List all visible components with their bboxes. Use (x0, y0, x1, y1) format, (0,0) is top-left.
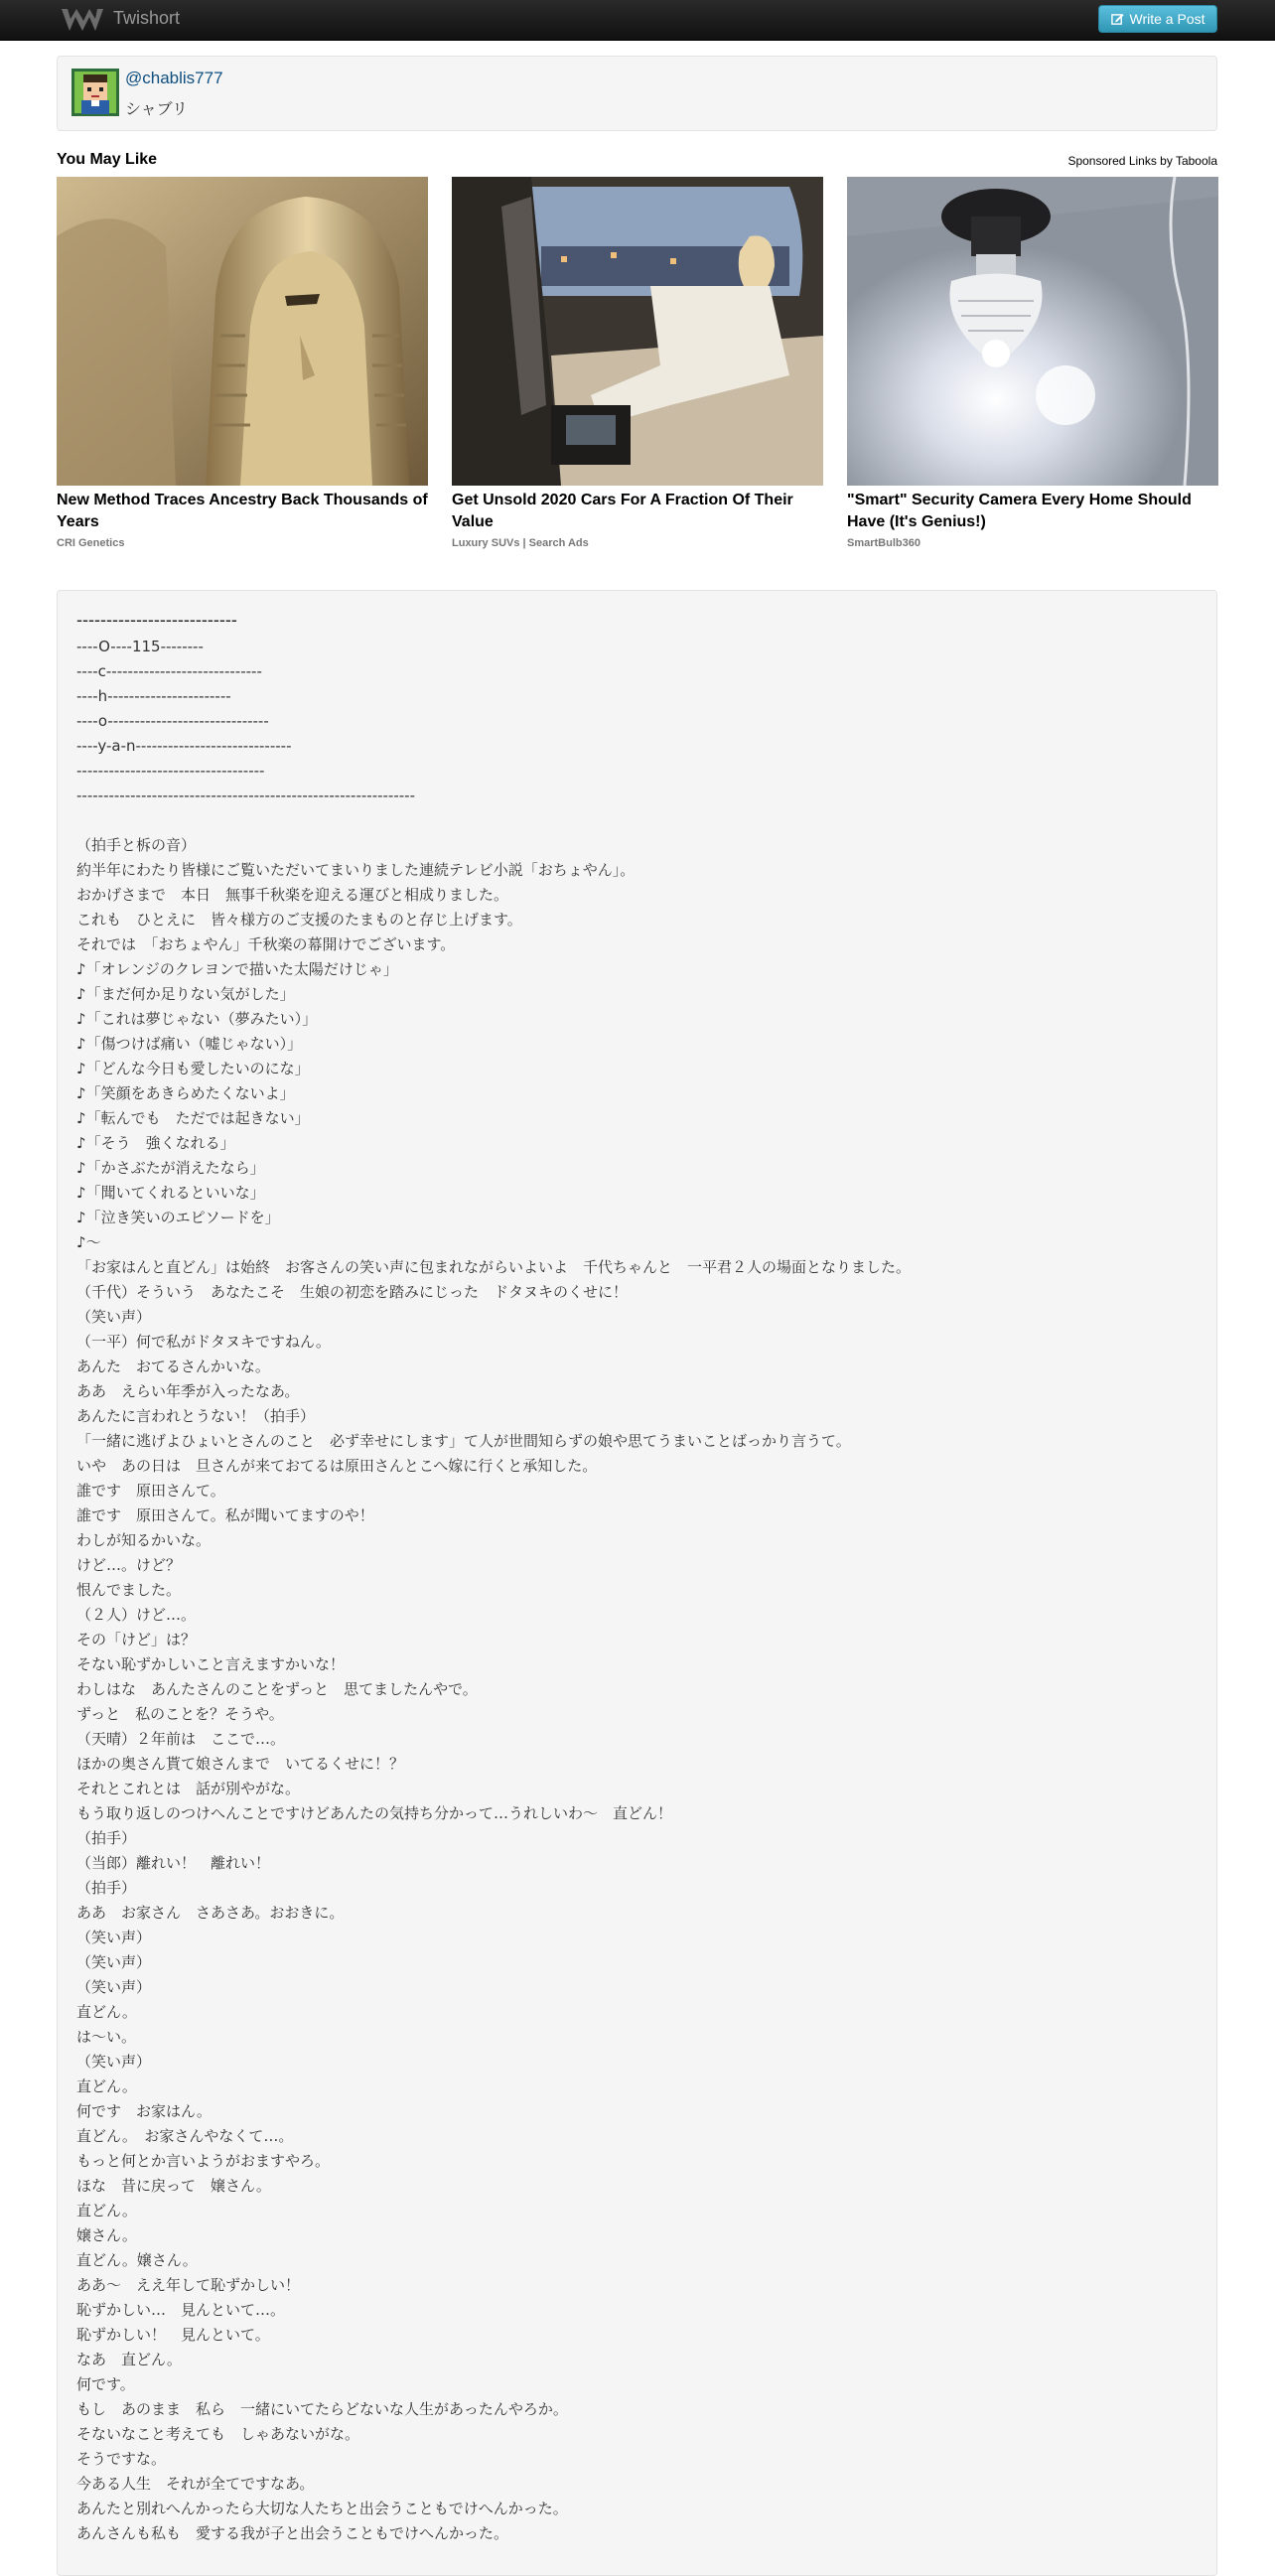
post-line: 直どん。 お家さんやなくて…。 (76, 2127, 294, 2145)
avatar[interactable] (71, 69, 119, 116)
recommendation-card-1[interactable] (57, 177, 428, 549)
post-line: 直どん。 (76, 2077, 137, 2095)
post-text (76, 635, 1198, 2546)
post-line: ♪「かさぶたが消えたなら」 (76, 1159, 265, 1177)
recommendation-source[interactable]: SmartBulb360 (847, 537, 921, 549)
post-line: いや あの日は 旦さんが来ておてるは原田さんとこへ嫁に行くと承知した。 (76, 1457, 598, 1475)
post-line: 何です。 (76, 2375, 135, 2393)
author-display-name: シャブリ (125, 99, 189, 118)
post-content (57, 590, 1217, 2576)
write-post-button[interactable] (1098, 5, 1217, 33)
post-line: 「お家はんと直どん」は始終 お客さんの笑い声に包まれながらいよいよ 千代ちゃんと 一平君２人の場面となりました。 (76, 1258, 912, 1276)
post-line: ♪「これは夢じゃない（夢みたい）」 (76, 1010, 318, 1028)
post-line: ♪「聞いてくれるといいな」 (76, 1184, 265, 1202)
post-line: ----O----115-------- (76, 638, 204, 655)
sponsored-links-label[interactable]: Sponsored Links by Taboola (1067, 154, 1217, 168)
post-line: それとこれとは 話が別やがな。 (76, 1780, 301, 1797)
post-line: そうですな。 (76, 2450, 167, 2468)
post-line: （笑い声） (76, 2053, 152, 2071)
recommendation-title[interactable]: New Method Traces Ancestry Back Thousands of Years (57, 492, 428, 530)
post-line: ----o------------------------------ (76, 712, 269, 730)
post-line: そない恥ずかしいこと言えますかいな！ (76, 1655, 346, 1673)
post-line: （拍手と柝の音） (76, 836, 197, 854)
post-line: けど…。けど？ (76, 1556, 182, 1574)
post-line: （拍手） (76, 1879, 137, 1897)
post-line: わしが知るかいな。 (76, 1531, 212, 1549)
post-line: 嬢さん。 (76, 2226, 137, 2244)
post-line: （笑い声） (76, 1978, 152, 1996)
post-heading: --------------------------- (76, 610, 237, 630)
edit-icon (1111, 13, 1124, 26)
post-line: （笑い声） (76, 1308, 152, 1326)
post-line: 約半年にわたり皆様にご覧いただいてまいりました連続テレビ小説「おちょやん」。 (76, 861, 636, 879)
post-line: 直どん。嬢さん。 (76, 2251, 198, 2269)
post-line: そないなこと考えても しゃあないがな。 (76, 2425, 360, 2443)
post-line: ♪「転んでも ただでは起きない」 (76, 1109, 310, 1127)
post-line: ああ えらい年季が入ったなあ。 (76, 1382, 300, 1400)
post-line: （拍手） (76, 1829, 137, 1847)
post-line: ♪「傷つけば痛い（嘘じゃない）」 (76, 1035, 303, 1053)
post-line: （一平）何で私がドタヌキですねん。 (76, 1333, 331, 1351)
recommendation-source[interactable]: CRI Genetics (57, 537, 125, 549)
post-line: もし あのまま 私ら 一緒にいてたらどないな人生があったんやろか。 (76, 2400, 568, 2418)
post-line: （笑い声） (76, 1953, 152, 1971)
author-handle-link[interactable]: @chablis777 (125, 69, 223, 87)
post-line: （千代）そういう あなたこそ 生娘の初恋を踏みにじった ドタヌキのくせに！ (76, 1283, 629, 1301)
post-line: 恥ずかしい… 見んといて…。 (76, 2301, 286, 2319)
post-line: もっと何とか言いようがおますやろ。 (76, 2152, 331, 2170)
recommendation-source[interactable]: Luxury SUVs | Search Ads (452, 537, 589, 549)
post-line: ♪「オレンジのクレヨンで描いた太陽だけじゃ」 (76, 960, 398, 978)
twishort-logo-icon[interactable] (60, 7, 105, 33)
post-line: おかげさまで 本日 無事千秋楽を迎える運びと相成りました。 (76, 886, 509, 904)
recommendation-title[interactable]: Get Unsold 2020 Cars For A Fraction Of Their Value (452, 492, 793, 530)
brand-name[interactable]: Twishort (113, 8, 181, 28)
post-line: ♪「笑顔をあきらめたくないよ」 (76, 1084, 295, 1102)
post-line: あんたに言われとうない！（拍手） (76, 1407, 316, 1425)
post-line: それでは 「おちょやん」千秋楽の幕開けでございます。 (76, 935, 456, 953)
post-line: 誰です 原田さんて。 (76, 1482, 225, 1500)
top-navbar (0, 0, 1275, 41)
post-line: その「けど」は？ (76, 1631, 197, 1648)
post-line: ----c----------------------------- (76, 662, 262, 680)
post-line: --------------------------------------------------------------- (76, 787, 415, 804)
post-line: 直どん。 (76, 2003, 137, 2021)
post-line: ♪「どんな今日も愛したいのにな」 (76, 1060, 310, 1077)
post-line: （天晴）２年前は ここで…。 (76, 1730, 286, 1748)
post-line: 今ある人生 それが全てですなあ。 (76, 2475, 315, 2493)
recommendation-card-2[interactable] (452, 177, 823, 549)
post-line: あんた おてるさんかいな。 (76, 1358, 270, 1375)
author-panel (57, 56, 1217, 131)
post-line: ああ お家さん さあさあ。おおきに。 (76, 1904, 345, 1922)
post-line: ほな 昔に戻って 嬢さん。 (76, 2177, 271, 2195)
post-line: ♪～ (76, 1233, 101, 1251)
post-line (76, 808, 1198, 833)
post-line: （笑い声） (76, 1929, 152, 1946)
recommendation-title[interactable]: "Smart" Security Camera Every Home Should Have (It's Genius!) (847, 492, 1192, 530)
post-line: わしはな あんたさんのことをずっと 思てましたんやで。 (76, 1680, 478, 1698)
post-line: ああ～ ええ年して恥ずかしい！ (76, 2276, 301, 2294)
recommendation-card-3[interactable] (847, 177, 1218, 549)
post-line: （２人）けど…。 (76, 1606, 197, 1624)
post-line: あんさんも私も 愛する我が子と出会うこともでけへんかった。 (76, 2524, 509, 2542)
pharaoh-statue-image[interactable] (57, 177, 428, 486)
post-line: 恥ずかしい！ 見んといて。 (76, 2326, 270, 2344)
post-line: あんたと別れへんかったら大切な人たちと出会うこともでけへんかった。 (76, 2500, 568, 2517)
post-line: 「一緒に逃げよひょいとさんのこと 必ず幸せにします」て人が世間知らずの娘や思てうまいことばっかり言うて。 (76, 1432, 851, 1450)
post-line: 恨んでました。 (76, 1581, 182, 1599)
post-line: 何です お家はん。 (76, 2102, 212, 2120)
post-line: ----y-a-n----------------------------- (76, 737, 292, 755)
post-line: ずっと 私のことを？そうや。 (76, 1705, 284, 1723)
post-line: ♪「泣き笑いのエピソードを」 (76, 1209, 280, 1226)
security-bulb-camera-image[interactable] (847, 177, 1218, 486)
write-post-label: Write a Post (1129, 11, 1205, 27)
post-line: ほかの奥さん貰て娘さんまで いてるくせに！？ (76, 1755, 405, 1773)
post-line: ♪「まだ何か足りない気がした」 (76, 985, 295, 1003)
post-line: （当郎）離れい！ 離れい！ (76, 1854, 271, 1872)
post-line: 誰です 原田さんて。私が聞いてますのや！ (76, 1506, 374, 1524)
post-line: これも ひとえに 皆々様方のご支援のたまものと存じ上げます。 (76, 911, 522, 929)
recommendations-title: You May Like (57, 151, 158, 168)
post-line: ----h----------------------- (76, 687, 231, 705)
post-line: は～い。 (76, 2028, 137, 2046)
post-line: なあ 直どん。 (76, 2351, 182, 2368)
post-line: 直どん。 (76, 2202, 137, 2219)
post-line: ----------------------------------- (76, 762, 265, 780)
post-line: ♪「そう 強くなれる」 (76, 1134, 235, 1152)
post-line: もう取り返しのつけへんことですけどあんたの気持ち分かって…うれしいわ～ 直どん！ (76, 1804, 673, 1822)
car-interior-image[interactable] (452, 177, 823, 486)
